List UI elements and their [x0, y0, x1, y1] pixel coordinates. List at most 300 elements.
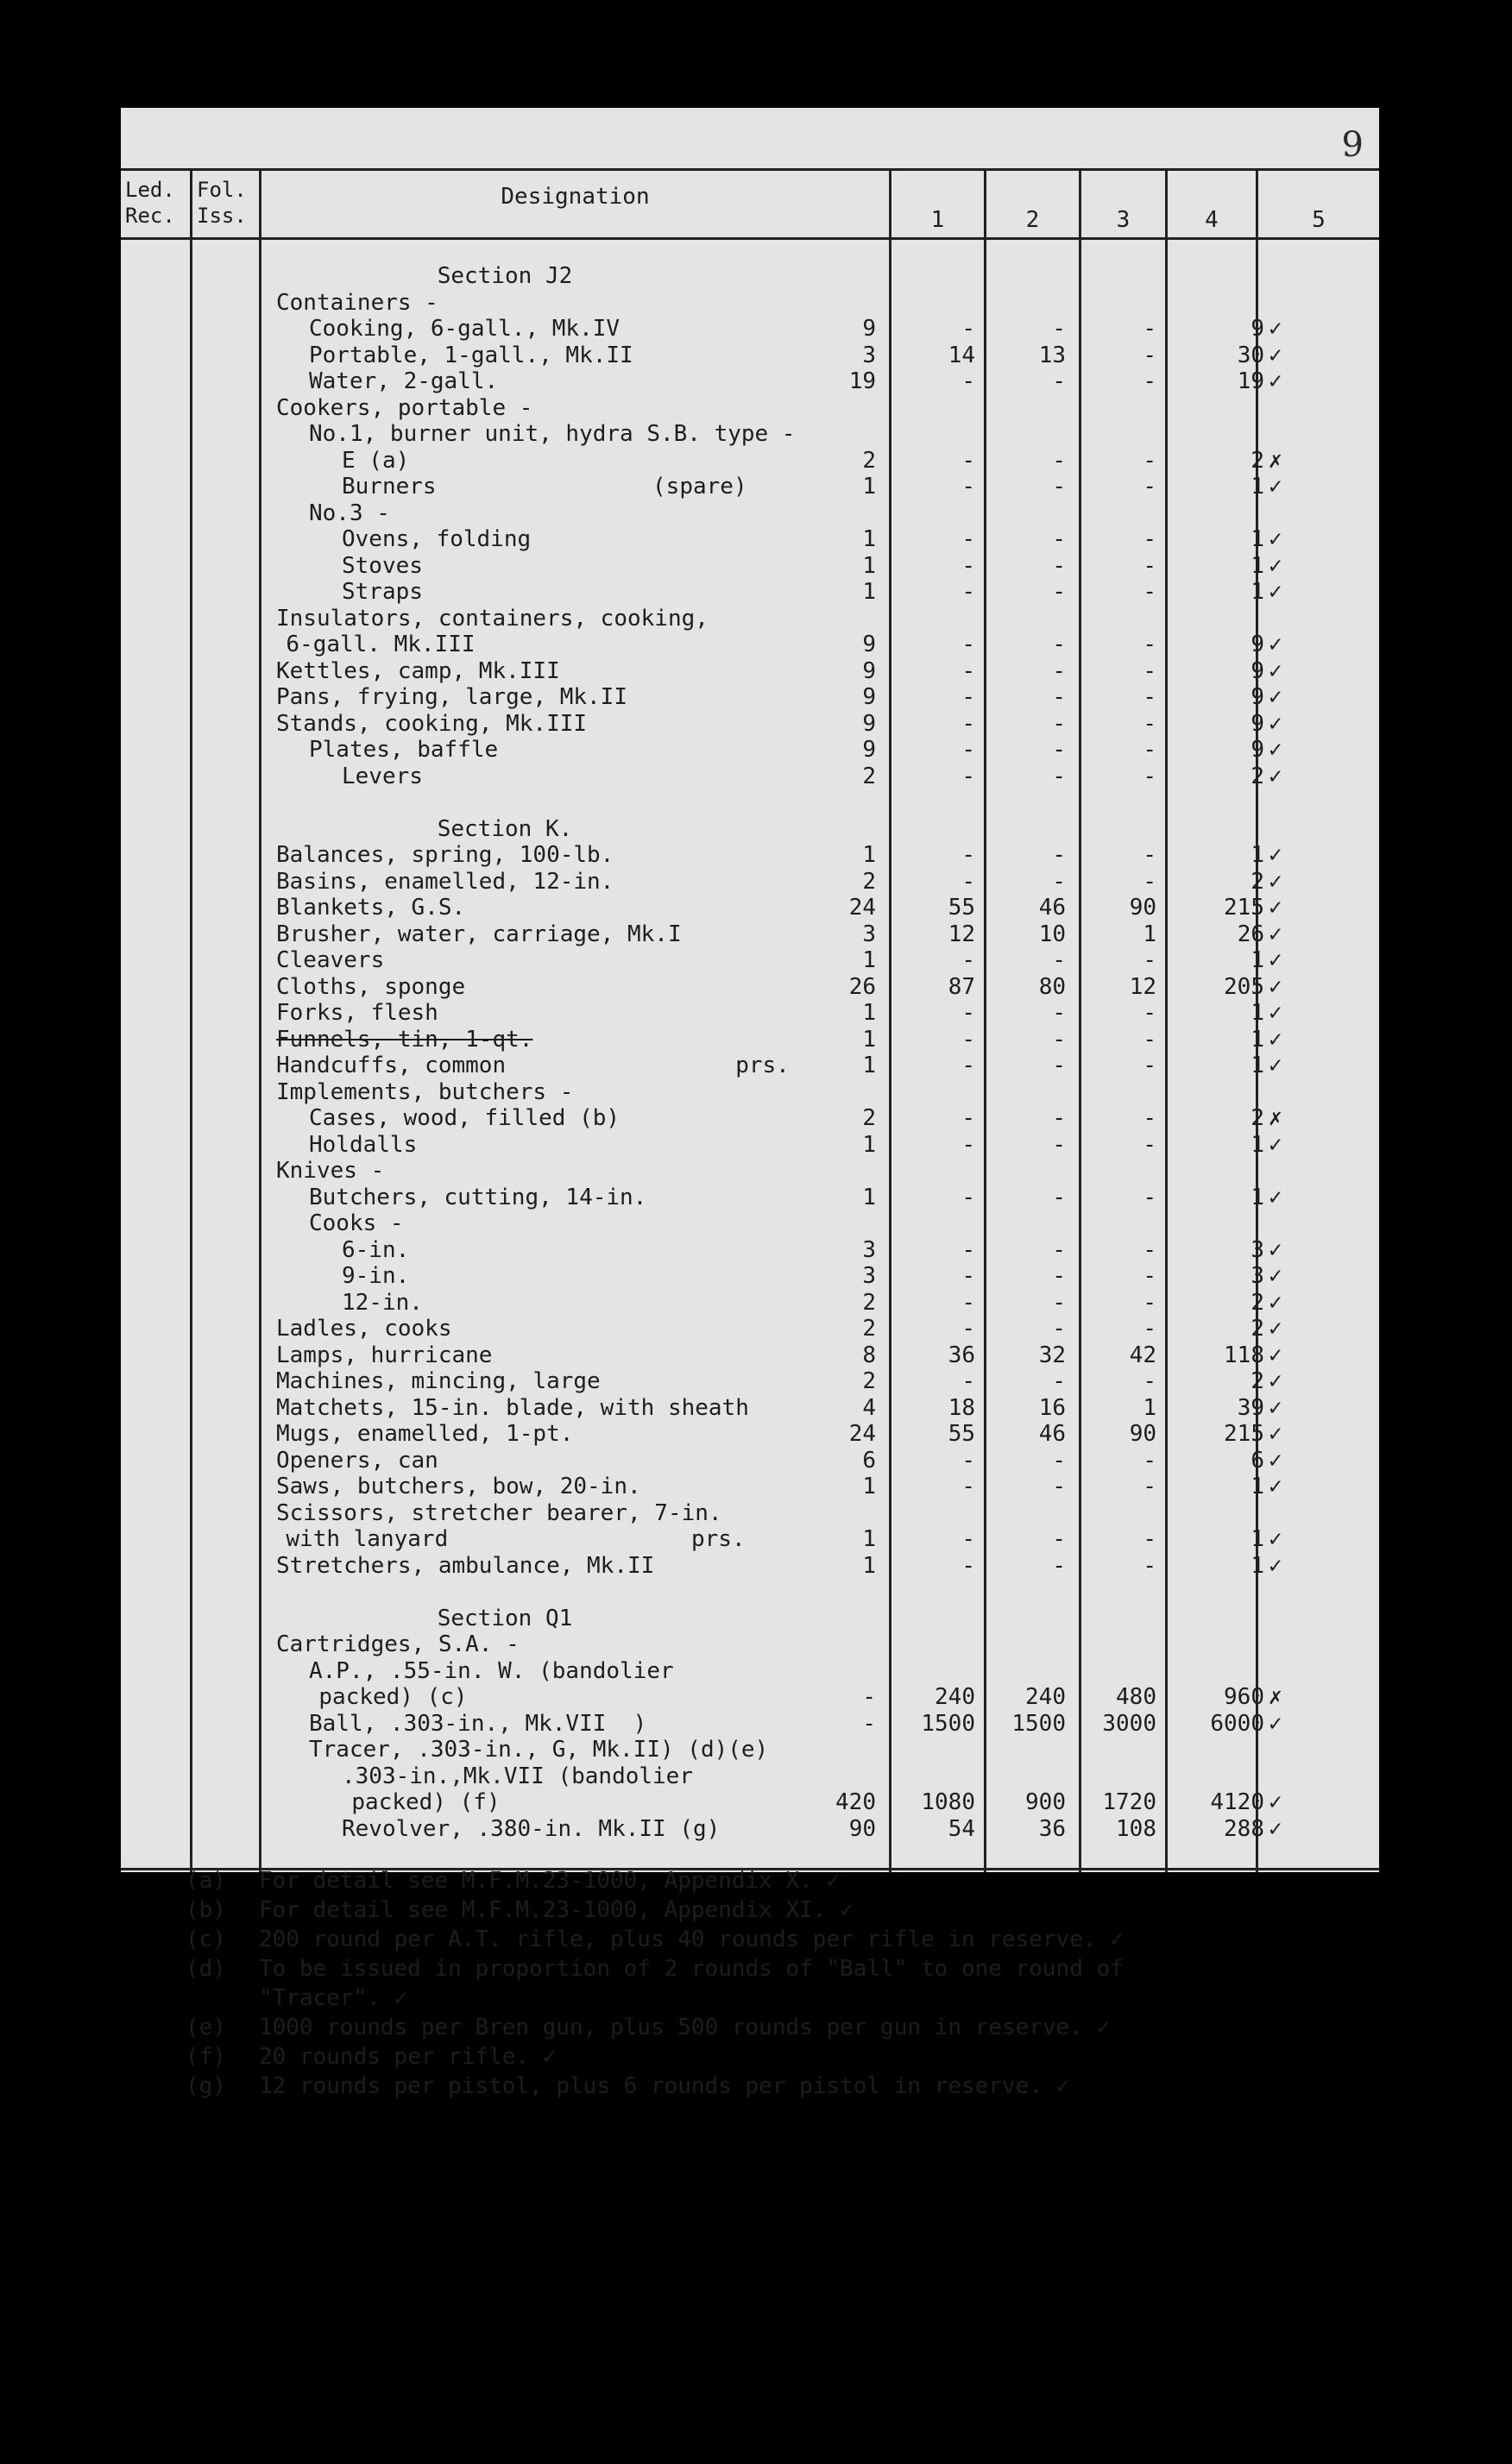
cell-col-3: - — [1052, 1474, 1066, 1499]
header-designation: Designation — [501, 184, 650, 210]
cell-col-2: - — [961, 1263, 975, 1289]
cell-col-3: - — [1052, 474, 1066, 500]
table-row — [121, 1658, 1379, 1685]
cell-col-5: 118 — [1224, 1342, 1264, 1368]
cell-col-4: - — [1143, 1316, 1156, 1342]
check-mark-icon: ✓ — [1269, 1552, 1282, 1579]
cell-col-4: - — [1143, 710, 1156, 737]
cell-col-2: 12 — [948, 921, 975, 947]
item-designation: No.3 - — [309, 500, 390, 526]
table-row — [121, 500, 1379, 527]
page-number: 9 — [1341, 125, 1364, 165]
item-designation: packed) (c) — [318, 1684, 468, 1710]
cell-col-1: 3 — [862, 1236, 876, 1263]
cell-col-1: 1 — [862, 1184, 876, 1210]
footnotes — [121, 1868, 1379, 2103]
cell-col-1: 19 — [848, 368, 876, 394]
cell-col-3: - — [1052, 316, 1066, 342]
item-designation: Stands, cooking, Mk.III — [276, 710, 588, 737]
cell-col-1: 1 — [862, 1000, 876, 1026]
table-row — [121, 1448, 1379, 1474]
table-row — [121, 1763, 1379, 1790]
item-designation: Cloths, sponge — [276, 973, 466, 1000]
cell-col-5: 2 — [1251, 1289, 1264, 1316]
table-row — [121, 1027, 1379, 1053]
cell-col-1: 2 — [862, 447, 876, 474]
item-designation: No.1, burner unit, hydra S.B. type - — [309, 421, 796, 447]
cell-col-4: - — [1143, 526, 1156, 552]
cell-col-5: 1 — [1251, 579, 1264, 605]
cell-col-4: - — [1143, 842, 1156, 868]
footnote — [121, 1927, 1379, 1956]
cell-col-3: 240 — [1025, 1684, 1066, 1710]
cell-col-3: - — [1052, 447, 1066, 474]
cell-col-2: 55 — [948, 895, 975, 921]
table-row — [121, 764, 1379, 790]
table-row — [121, 579, 1379, 606]
table-row — [121, 789, 1379, 816]
item-designation: packed) (f) — [351, 1789, 501, 1815]
table-row — [121, 368, 1379, 395]
table-row — [121, 343, 1379, 369]
cell-col-2: - — [961, 657, 975, 684]
cell-col-2: - — [961, 1526, 975, 1552]
cell-col-2: - — [961, 632, 975, 657]
cell-col-3: - — [1052, 1447, 1066, 1474]
cell-col-5: 2 — [1251, 447, 1264, 474]
cell-col-1: 1 — [862, 579, 876, 605]
item-designation: Blankets, G.S. — [276, 895, 466, 921]
footnote-text: For detail see M.F.M.23-1000, Appendix XI. ✓ — [259, 1897, 854, 1923]
check-mark-icon: ✓ — [1269, 1000, 1282, 1026]
cell-col-4: - — [1143, 1053, 1156, 1078]
item-designation: A.P., .55-in. W. (bandolier — [309, 1657, 674, 1684]
cell-col-5: 1 — [1251, 1026, 1264, 1053]
item-designation: Cookers, portable - — [276, 394, 533, 421]
cell-col-3: - — [1052, 1368, 1066, 1394]
cell-col-4: 480 — [1116, 1684, 1156, 1710]
cell-col-2: 87 — [948, 973, 975, 1000]
cell-col-3: - — [1052, 1236, 1066, 1263]
cell-col-5: 4120 — [1210, 1789, 1264, 1815]
cell-col-5: 1 — [1251, 526, 1264, 552]
cell-col-1: 1 — [862, 842, 876, 868]
table-row — [121, 316, 1379, 343]
check-mark-icon: ✓ — [1269, 1236, 1282, 1263]
cell-col-1: 1 — [862, 1474, 876, 1499]
table-row — [121, 1316, 1379, 1342]
cell-col-2: - — [961, 1000, 975, 1026]
cell-col-2: - — [961, 842, 975, 868]
cell-col-5: 9 — [1251, 657, 1264, 684]
cell-col-4: - — [1143, 552, 1156, 579]
cell-col-2: 1500 — [921, 1710, 975, 1737]
cell-col-2: - — [961, 1184, 975, 1210]
cell-col-5: 205 — [1224, 973, 1264, 1000]
cell-col-1: 9 — [862, 710, 876, 737]
item-designation: Insulators, containers, cooking, — [276, 605, 709, 632]
cell-col-2: - — [961, 947, 975, 973]
check-mark-icon: ✓ — [1269, 316, 1282, 342]
cell-col-2: - — [961, 316, 975, 342]
cell-col-4: - — [1143, 1368, 1156, 1394]
table-row — [121, 263, 1379, 290]
cell-col-4: 1720 — [1102, 1789, 1156, 1815]
item-designation: Holdalls — [309, 1131, 418, 1158]
item-designation: Stretchers, ambulance, Mk.II — [276, 1552, 655, 1579]
cell-col-4: - — [1143, 1105, 1156, 1131]
item-designation: .303-in.,Mk.VII (bandolier — [342, 1763, 693, 1789]
cell-col-1: 420 — [835, 1789, 876, 1815]
item-designation: Basins, enamelled, 12-in. — [276, 868, 614, 895]
item-designation: 12-in. — [342, 1289, 423, 1316]
table-row — [121, 1368, 1379, 1395]
cell-col-3: 900 — [1025, 1789, 1066, 1815]
cell-col-3: 16 — [1038, 1394, 1066, 1421]
cell-col-1: 9 — [862, 316, 876, 342]
cell-col-3: - — [1052, 684, 1066, 710]
cell-col-1: 1 — [862, 1026, 876, 1053]
cell-col-4: - — [1143, 737, 1156, 763]
cell-col-1: - — [862, 1684, 876, 1710]
footnote — [121, 2044, 1379, 2073]
cell-col-1: 1 — [862, 1131, 876, 1158]
cell-col-1: - — [862, 1710, 876, 1737]
cell-col-2: - — [961, 763, 975, 789]
check-mark-icon: ✓ — [1269, 1526, 1282, 1552]
cell-col-1: 26 — [848, 973, 876, 1000]
footnote-key: (e) — [186, 2015, 226, 2040]
check-mark-icon: ✓ — [1269, 1394, 1282, 1421]
table-row — [121, 290, 1379, 317]
cell-col-3: - — [1052, 1289, 1066, 1316]
cell-col-4: - — [1143, 1131, 1156, 1158]
cell-col-3: - — [1052, 1000, 1066, 1026]
cell-col-1: 24 — [848, 895, 876, 921]
check-mark-icon: ✓ — [1269, 368, 1282, 394]
cell-col-3: - — [1052, 657, 1066, 684]
header-led-rec: Led. Rec. — [125, 178, 175, 228]
check-mark-icon: ✓ — [1269, 1474, 1282, 1499]
cell-col-1: 8 — [862, 1342, 876, 1368]
cell-col-1: 6 — [862, 1447, 876, 1474]
item-designation: Lamps, hurricane — [276, 1342, 493, 1368]
header-rule — [121, 237, 1379, 240]
cell-col-2: 36 — [948, 1342, 975, 1368]
section-heading: Section K. — [437, 815, 573, 842]
cell-col-4: - — [1143, 763, 1156, 789]
cell-col-2: - — [961, 552, 975, 579]
cell-col-1: 24 — [848, 1421, 876, 1447]
table-row — [121, 1053, 1379, 1079]
cell-col-5: 960 — [1224, 1684, 1264, 1710]
table-row — [121, 1290, 1379, 1317]
table-row — [121, 737, 1379, 764]
cell-col-2: - — [961, 1368, 975, 1394]
check-mark-icon: ✓ — [1269, 842, 1282, 868]
cell-col-2: - — [961, 1053, 975, 1078]
table-row — [121, 1631, 1379, 1658]
ledger-sheet — [121, 108, 1379, 2099]
footnote-key: (a) — [186, 1868, 226, 1894]
cell-col-2: - — [961, 579, 975, 605]
check-mark-icon: ✓ — [1269, 921, 1282, 947]
table-row — [121, 1395, 1379, 1422]
cell-col-1: 2 — [862, 1105, 876, 1131]
item-designation: Ladles, cooks — [276, 1316, 452, 1342]
item-designation: Portable, 1-gall., Mk.II — [309, 342, 633, 368]
cell-col-4: - — [1143, 1289, 1156, 1316]
item-designation: Openers, can — [276, 1447, 438, 1474]
cell-col-5: 1 — [1251, 947, 1264, 973]
cell-col-5: 1 — [1251, 842, 1264, 868]
table-row — [121, 421, 1379, 448]
item-designation: Straps — [342, 579, 423, 605]
table-row — [121, 1500, 1379, 1527]
item-designation: Forks, flesh — [276, 1000, 438, 1026]
check-mark-icon: ✓ — [1269, 973, 1282, 1000]
cell-col-3: 32 — [1038, 1342, 1066, 1368]
cell-col-4: 1 — [1143, 921, 1156, 947]
footnote-key: (g) — [186, 2073, 226, 2099]
table-row — [121, 1185, 1379, 1211]
item-designation: Funnels, tin, 1-qt. — [276, 1026, 533, 1053]
top-rule — [121, 168, 1379, 171]
table-row — [121, 1132, 1379, 1159]
check-mark-icon: ✓ — [1269, 1053, 1282, 1078]
table-row — [121, 632, 1379, 658]
footnote — [121, 2015, 1379, 2044]
table-row — [121, 1553, 1379, 1580]
cell-col-4: - — [1143, 1552, 1156, 1579]
cell-col-5: 9 — [1251, 632, 1264, 657]
check-mark-icon: ✓ — [1269, 579, 1282, 605]
cell-col-5: 2 — [1251, 1316, 1264, 1342]
cell-col-2: - — [961, 1026, 975, 1053]
item-designation: Balances, spring, 100-lb. — [276, 842, 614, 868]
cell-col-4: - — [1143, 868, 1156, 895]
cell-col-2: - — [961, 526, 975, 552]
cell-col-4: - — [1143, 1447, 1156, 1474]
table-row — [121, 1158, 1379, 1185]
cell-col-2: - — [961, 710, 975, 737]
cell-col-4: 12 — [1129, 973, 1156, 1000]
cell-col-3: - — [1052, 1026, 1066, 1053]
item-designation: Water, 2-gall. — [309, 368, 499, 394]
table-row — [121, 1526, 1379, 1553]
check-mark-icon: ✓ — [1269, 1263, 1282, 1289]
table-row — [121, 1000, 1379, 1027]
check-mark-icon: ✗ — [1269, 447, 1282, 474]
cell-col-1: 2 — [862, 1316, 876, 1342]
cell-col-5: 215 — [1224, 1421, 1264, 1447]
table-row — [121, 974, 1379, 1001]
cell-col-3: 13 — [1038, 342, 1066, 368]
table-row — [121, 1263, 1379, 1290]
table-row — [121, 1737, 1379, 1763]
table-row — [121, 448, 1379, 475]
table-row — [121, 869, 1379, 896]
cell-col-1: 1 — [862, 1053, 876, 1078]
cell-col-4: - — [1143, 1000, 1156, 1026]
cell-col-4: - — [1143, 474, 1156, 500]
cell-col-1: 9 — [862, 657, 876, 684]
item-designation: Cooking, 6-gall., Mk.IV — [309, 316, 621, 342]
footnote — [121, 1897, 1379, 1927]
check-mark-icon: ✗ — [1269, 1105, 1282, 1131]
cell-col-2: - — [961, 737, 975, 763]
item-designation: Cooks - — [309, 1210, 404, 1236]
footnote — [121, 2073, 1379, 2103]
cell-col-1: 9 — [862, 632, 876, 657]
cell-col-3: - — [1052, 1526, 1066, 1552]
cell-col-4: - — [1143, 1526, 1156, 1552]
cell-col-5: 6000 — [1210, 1710, 1264, 1737]
cell-col-5: 3 — [1251, 1236, 1264, 1263]
cell-col-3: 80 — [1038, 973, 1066, 1000]
item-designation: Burners (spare) — [342, 474, 747, 500]
cell-col-1: 3 — [862, 921, 876, 947]
cell-col-5: 2 — [1251, 1105, 1264, 1131]
item-designation: Levers — [342, 763, 423, 789]
item-designation: Tracer, .303-in., G, Mk.II) (d)(e) — [309, 1737, 769, 1763]
cell-col-5: 9 — [1251, 684, 1264, 710]
cell-col-2: - — [961, 474, 975, 500]
cell-col-5: 288 — [1224, 1815, 1264, 1842]
cell-col-5: 19 — [1237, 368, 1264, 394]
cell-col-3: - — [1052, 842, 1066, 868]
check-mark-icon: ✓ — [1269, 1368, 1282, 1394]
check-mark-icon: ✓ — [1269, 763, 1282, 789]
check-mark-icon: ✓ — [1269, 632, 1282, 657]
cell-col-4: - — [1143, 1236, 1156, 1263]
table-row — [121, 1421, 1379, 1448]
footnote-text: 200 round per A.T. rifle, plus 40 rounds per rifle in reserve. ✓ — [259, 1927, 1124, 1952]
item-designation: Kettles, camp, Mk.III — [276, 657, 560, 684]
cell-col-5: 2 — [1251, 763, 1264, 789]
cell-col-5: 2 — [1251, 1368, 1264, 1394]
item-designation: Scissors, stretcher bearer, 7-in. — [276, 1499, 722, 1526]
cell-col-5: 3 — [1251, 1263, 1264, 1289]
cell-col-3: - — [1052, 579, 1066, 605]
cell-col-5: 1 — [1251, 1184, 1264, 1210]
header-fol-iss: Fol. Iss. — [197, 178, 247, 228]
item-designation: with lanyard prs. — [286, 1526, 746, 1552]
cell-col-4: 90 — [1129, 1421, 1156, 1447]
header-col-2: 2 — [1025, 207, 1040, 233]
item-designation: Machines, mincing, large — [276, 1368, 601, 1394]
table-row — [121, 1789, 1379, 1816]
item-designation: Butchers, cutting, 14-in. — [309, 1184, 647, 1210]
footnote — [121, 1985, 1379, 2015]
cell-col-4: - — [1143, 1263, 1156, 1289]
cell-col-4: - — [1143, 342, 1156, 368]
footnote-text: To be issued in proportion of 2 rounds of "Ball" to one round of — [259, 1956, 1124, 1982]
table-row — [121, 1711, 1379, 1738]
cell-col-5: 1 — [1251, 1053, 1264, 1078]
check-mark-icon: ✓ — [1269, 1710, 1282, 1737]
table-row — [121, 1606, 1379, 1632]
cell-col-2: 18 — [948, 1394, 975, 1421]
cell-col-4: - — [1143, 632, 1156, 657]
cell-col-4: - — [1143, 368, 1156, 394]
cell-col-4: - — [1143, 684, 1156, 710]
item-designation: Plates, baffle — [309, 737, 499, 763]
cell-col-2: 1080 — [921, 1789, 975, 1815]
check-mark-icon: ✓ — [1269, 474, 1282, 500]
cell-col-3: - — [1052, 1316, 1066, 1342]
item-designation: Revolver, .380-in. Mk.II (g) — [342, 1815, 721, 1842]
check-mark-icon: ✓ — [1269, 552, 1282, 579]
cell-col-3: - — [1052, 947, 1066, 973]
check-mark-icon: ✓ — [1269, 737, 1282, 763]
item-designation: E (a) — [342, 447, 410, 474]
cell-col-2: - — [961, 1552, 975, 1579]
cell-col-3: 1500 — [1011, 1710, 1066, 1737]
check-mark-icon: ✓ — [1269, 1421, 1282, 1447]
table-row — [121, 947, 1379, 974]
table-row — [121, 553, 1379, 580]
cell-col-2: - — [961, 1236, 975, 1263]
check-mark-icon: ✓ — [1269, 1447, 1282, 1474]
table-row — [121, 1684, 1379, 1711]
table-row — [121, 606, 1379, 632]
header-col-3: 3 — [1116, 207, 1131, 233]
cell-col-5: 26 — [1237, 921, 1264, 947]
cell-col-2: 14 — [948, 342, 975, 368]
item-designation: Saws, butchers, bow, 20-in. — [276, 1474, 641, 1499]
footnote-key: (c) — [186, 1927, 226, 1952]
cell-col-5: 1 — [1251, 1131, 1264, 1158]
cell-col-2: - — [961, 1289, 975, 1316]
item-designation: Cleavers — [276, 947, 385, 973]
cell-col-1: 1 — [862, 552, 876, 579]
cell-col-5: 1 — [1251, 1474, 1264, 1499]
cell-col-3: 10 — [1038, 921, 1066, 947]
cell-col-3: - — [1052, 763, 1066, 789]
cell-col-1: 1 — [862, 947, 876, 973]
cell-col-3: - — [1052, 1184, 1066, 1210]
item-designation: Cases, wood, filled (b) — [309, 1105, 621, 1131]
cell-col-1: 2 — [862, 763, 876, 789]
cell-col-2: - — [961, 368, 975, 394]
table-row — [121, 658, 1379, 685]
check-mark-icon: ✓ — [1269, 1289, 1282, 1316]
footnote-text: 1000 rounds per Bren gun, plus 500 rounds per gun in reserve. ✓ — [259, 2015, 1111, 2040]
cell-col-3: - — [1052, 1552, 1066, 1579]
table-row — [121, 1210, 1379, 1237]
table-row — [121, 526, 1379, 553]
table-row — [121, 1579, 1379, 1606]
cell-col-4: - — [1143, 947, 1156, 973]
cell-col-2: - — [961, 1131, 975, 1158]
cell-col-3: 46 — [1038, 895, 1066, 921]
item-designation: 9-in. — [342, 1263, 410, 1289]
check-mark-icon: ✓ — [1269, 1316, 1282, 1342]
check-mark-icon: ✓ — [1269, 710, 1282, 737]
cell-col-5: 30 — [1237, 342, 1264, 368]
cell-col-2: - — [961, 1316, 975, 1342]
cell-col-3: 46 — [1038, 1421, 1066, 1447]
footnote-text: 12 rounds per pistol, plus 6 rounds per pistol in reserve. ✓ — [259, 2073, 1070, 2099]
cell-col-1: 3 — [862, 1263, 876, 1289]
cell-col-1: 4 — [862, 1394, 876, 1421]
table-row — [121, 842, 1379, 869]
section-heading: Section J2 — [437, 263, 573, 289]
cell-col-5: 1 — [1251, 552, 1264, 579]
check-mark-icon: ✓ — [1269, 1026, 1282, 1053]
cell-col-2: - — [961, 868, 975, 895]
